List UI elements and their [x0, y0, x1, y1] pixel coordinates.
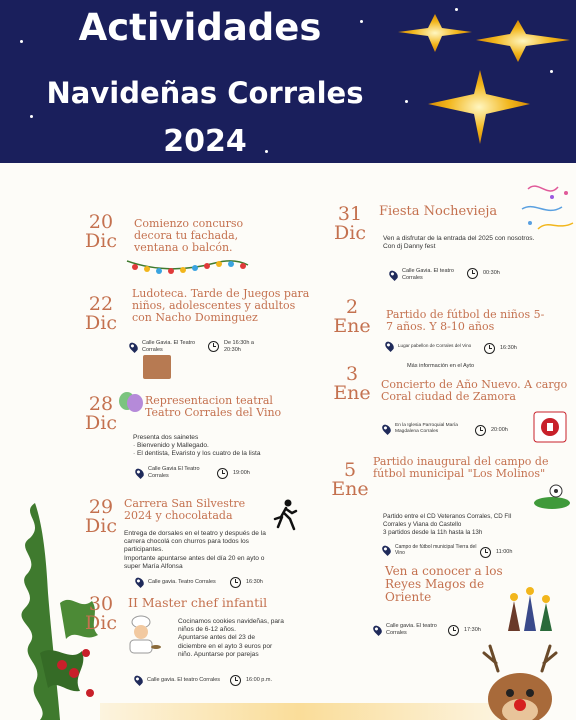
description-line: niños de 6-12 años. — [178, 626, 236, 634]
location-text: Calle gavia. El teatro Corrales — [147, 676, 221, 683]
location-text: Calle gavia. El teatro Corrales — [386, 623, 437, 636]
event-title: Ven a conocer a los Reyes Magos de Oriente — [385, 564, 503, 604]
event-description — [124, 530, 309, 571]
location-pin-icon — [132, 674, 144, 686]
event-time — [448, 625, 498, 636]
date-month: Ene — [331, 478, 369, 500]
event-time — [217, 468, 267, 479]
clock-icon — [484, 343, 495, 354]
location-pin-icon — [383, 340, 395, 352]
event-time — [475, 425, 525, 436]
event-location — [383, 544, 483, 556]
clock-icon — [208, 341, 219, 352]
location-pin-icon — [133, 576, 145, 588]
date-month: Dic — [85, 412, 117, 434]
event-time — [208, 340, 268, 353]
location-pin-icon — [371, 624, 383, 636]
description-line: Ven a disfrutar de la entrada del 2025 con nosotros. — [383, 235, 535, 242]
theater-masks-icon — [118, 391, 144, 413]
event-date-22-dic — [80, 295, 122, 333]
description-line: Presenta dos sainetes — [133, 434, 199, 441]
date-day: 30 — [88, 593, 114, 615]
description-line: super María Alfonsa — [124, 562, 183, 570]
date-month: Dic — [85, 230, 117, 252]
time-text: 00:30h — [483, 270, 500, 277]
event-title: Comienzo concurso decora tu fachada, ventana o balcón. — [134, 217, 244, 254]
event-description — [133, 434, 318, 459]
event-date-3-ene — [330, 365, 374, 403]
event-title: Carrera San Silvestre 2024 y chocolatada — [124, 497, 246, 522]
event-location — [383, 423, 473, 435]
clock-icon — [230, 577, 241, 588]
event-location — [130, 340, 205, 353]
date-day: 2 — [345, 296, 359, 318]
events-area — [0, 163, 576, 720]
date-day: 3 — [345, 363, 359, 385]
event-location — [374, 623, 444, 636]
date-month: Dic — [334, 222, 366, 244]
clock-icon — [467, 268, 478, 279]
time-text: 20:00h — [491, 427, 508, 434]
description-line: · El dentista, Evaristo y los cuatro de la lista — [133, 450, 261, 458]
location-text: Calle gavia. Teatro Corrales — [148, 578, 216, 585]
event-title: Fiesta Nochevieja — [379, 204, 498, 219]
header-title-line1: Actividades — [78, 6, 322, 49]
event-location — [390, 268, 460, 281]
description-line: Entrega de dorsales en el teatro y después de la — [124, 530, 266, 537]
event-title: Concierto de Año Nuevo. A cargo Coral ciudad de Zamora — [381, 378, 568, 403]
description-line: carrera chocolá con churros para todos los — [124, 538, 249, 546]
date-month: Dic — [85, 612, 117, 634]
clock-icon — [217, 468, 228, 479]
event-title: Partido inaugural del campo de fútbol municipal "Los Molinos" — [373, 455, 549, 480]
event-date-29-dic — [80, 498, 122, 536]
event-note: Más información en el Ayto — [407, 363, 475, 369]
description-line: Corrales y Viana do Castello — [383, 520, 462, 528]
date-day: 29 — [88, 496, 114, 518]
event-time — [467, 268, 517, 279]
event-title: II Master chef infantil — [128, 595, 268, 610]
event-location — [386, 341, 476, 351]
clock-icon — [230, 675, 241, 686]
event-date-28-dic — [80, 395, 122, 433]
event-description — [383, 513, 573, 536]
location-text: Lugar pabellon de Corrales del Vino — [398, 343, 472, 349]
location-text: Calle Gavia. El Teatro Corrales — [142, 340, 196, 353]
event-date-5-ene — [328, 461, 372, 499]
date-day: 20 — [88, 211, 114, 233]
location-pin-icon — [127, 341, 139, 353]
event-location — [136, 466, 208, 479]
description-line: diciembre en el ayto 3 euros por — [178, 642, 273, 650]
location-text: Calle Gavia El Teatro Corrales — [148, 466, 200, 479]
description-line: Con dj Danny fest — [383, 243, 436, 251]
description-line: 3 partidos desde la 11h hasta la 13h — [383, 528, 483, 536]
event-time — [480, 547, 530, 558]
clock-icon — [480, 547, 491, 558]
description-line: Importante apuntarse antes del día 20 en ayto o — [124, 554, 265, 562]
time-text: 17:30h — [464, 627, 481, 634]
clock-icon — [475, 425, 486, 436]
time-text: 16:30h — [500, 345, 517, 352]
time-text: 19:00h — [233, 470, 250, 477]
header-title-line2: Navideñas Corrales — [46, 76, 364, 110]
description-line: Partido entre el CD Veteranos Corrales, CD FII — [383, 513, 512, 520]
event-date-31-dic — [328, 205, 372, 243]
time-text: 16:00 p.m. — [246, 677, 272, 684]
header-title-year: 2024 — [163, 124, 247, 159]
clock-icon — [448, 625, 459, 636]
golden-glow-decoration — [100, 703, 500, 720]
date-month: Dic — [85, 515, 117, 537]
description-line: Apuntarse antes del 23 de — [178, 634, 255, 642]
date-month: Ene — [333, 382, 371, 404]
chef-icon — [120, 615, 162, 655]
description-line: · Bienvenido y Mallegado. — [133, 442, 209, 450]
location-text: En la Iglesia Parroquial María Magdalena Corrales — [395, 423, 458, 434]
event-time — [230, 577, 280, 588]
string-lights-icon — [125, 255, 250, 277]
coral-logo-icon — [530, 410, 570, 444]
reindeer-icon — [470, 641, 576, 720]
event-title: Representacion teatral Teatro Corrales del Vino — [145, 394, 282, 419]
event-description — [383, 235, 573, 251]
time-text: 16:30h — [246, 579, 263, 586]
runner-icon — [272, 499, 298, 531]
event-description — [178, 618, 293, 659]
three-kings-icon — [502, 583, 558, 633]
description-line: Cocinamos cookies navideñas, para — [178, 618, 284, 625]
location-pin-icon — [380, 423, 392, 435]
time-text: 11:00h — [496, 549, 513, 556]
location-pin-icon — [387, 269, 399, 281]
time-text: De 16:30h a 20:30h — [224, 340, 254, 353]
event-time — [230, 675, 290, 686]
event-date-30-dic — [80, 595, 122, 633]
event-date-2-ene — [330, 298, 374, 336]
soccer-field-icon — [532, 481, 572, 513]
event-title: Partido de fútbol de niños 5-7 años. Y 8-10 años — [386, 308, 545, 333]
event-location — [136, 577, 226, 587]
event-time — [484, 343, 534, 354]
organizer-photo — [143, 355, 171, 379]
date-month: Dic — [85, 312, 117, 334]
description-line: participantes. — [124, 546, 164, 554]
event-location — [135, 675, 230, 685]
event-title: Ludoteca. Tarde de Juegos para niños, adolescentes y adultos con Nacho Dominguez — [132, 287, 310, 324]
date-day: 5 — [343, 459, 357, 481]
date-month: Ene — [333, 315, 371, 337]
location-text: Campo de fútbol municipal Tierra del Vino — [395, 544, 477, 556]
header-banner — [0, 0, 576, 163]
date-day: 28 — [88, 393, 114, 415]
location-pin-icon — [133, 467, 145, 479]
location-pin-icon — [380, 544, 392, 556]
description-line: niño. Apuntarse por parejas — [178, 650, 259, 658]
star-dot — [30, 115, 33, 118]
date-day: 22 — [88, 293, 114, 315]
event-date-20-dic — [80, 213, 122, 251]
date-day: 31 — [337, 203, 363, 225]
location-text: Calle Gavia. El teatro Corrales — [402, 268, 454, 281]
